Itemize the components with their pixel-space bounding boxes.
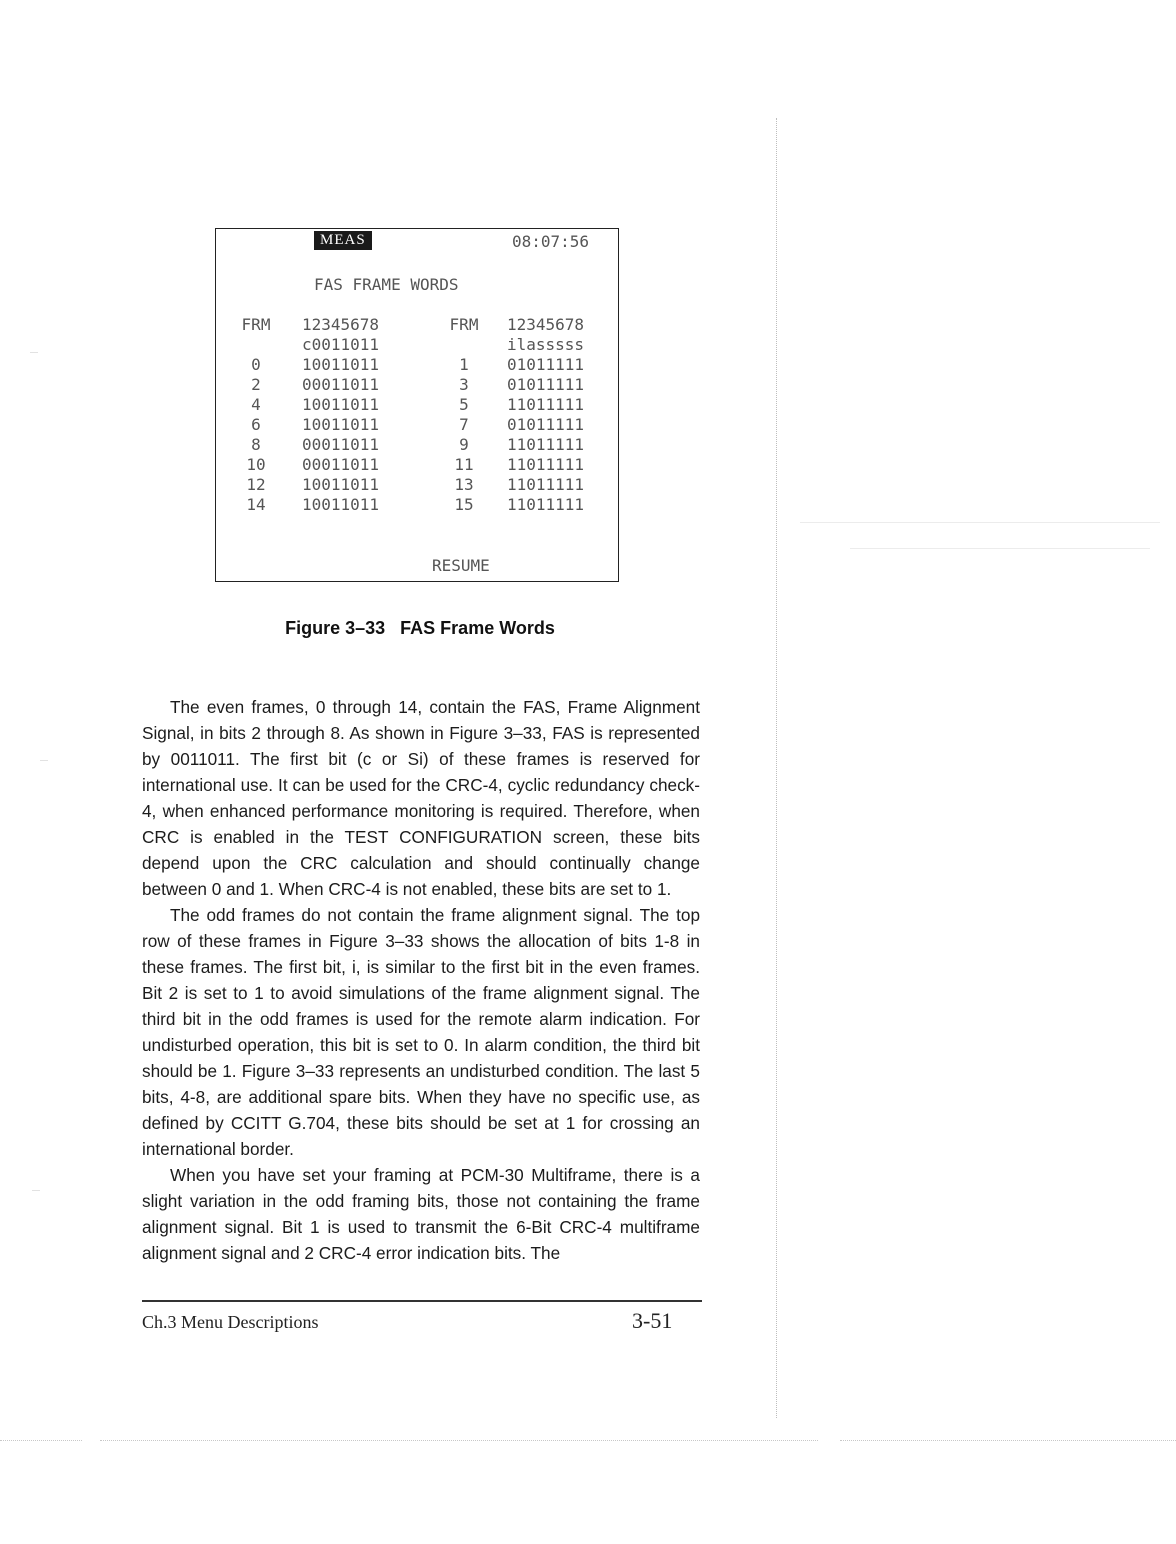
bits-header-left: 12345678 (302, 315, 380, 334)
screen-title: FAS FRAME WORDS (314, 275, 459, 294)
even-frame-bits: 00011011 (302, 455, 380, 474)
frame-words-table (216, 315, 620, 515)
scan-speck (800, 522, 1160, 523)
bits-header-right: 12345678 (507, 315, 585, 334)
table-row (216, 415, 620, 435)
odd-frame-bits: 01011111 (507, 375, 585, 394)
frm-header-right: FRM (449, 315, 479, 334)
bit-legend-row (216, 335, 620, 355)
odd-frame-bits: 11011111 (507, 435, 585, 454)
page-number: 3-51 (632, 1308, 673, 1333)
even-frame-number: 10 (246, 455, 266, 474)
even-frame-bits: 00011011 (302, 435, 380, 454)
footer-rule (142, 1300, 702, 1302)
odd-frame-number: 3 (459, 375, 469, 394)
resume-softkey[interactable]: RESUME (432, 556, 490, 575)
even-frame-bits: 10011011 (302, 415, 380, 434)
even-frame-number: 14 (246, 495, 266, 514)
even-frame-bits: 10011011 (302, 395, 380, 414)
table-header (216, 315, 620, 335)
frm-header-left: FRM (241, 315, 271, 334)
scan-speck (32, 1190, 40, 1191)
figure-number: Figure 3–33 (285, 618, 386, 638)
footer-section: Ch.3 Menu Descriptions (142, 1312, 319, 1332)
odd-frame-number: 1 (459, 355, 469, 374)
odd-frame-number: 13 (454, 475, 474, 494)
even-frame-number: 6 (251, 415, 261, 434)
table-row (216, 495, 620, 515)
even-frame-bits: 00011011 (302, 375, 380, 394)
even-frame-number: 4 (251, 395, 261, 414)
table-row (216, 355, 620, 375)
figure-title: FAS Frame Words (400, 618, 555, 638)
even-frame-number: 2 (251, 375, 261, 394)
figure-caption (0, 618, 840, 639)
table-row (216, 475, 620, 495)
bottom-dotted-line (0, 1440, 82, 1441)
paragraph: When you have set your framing at PCM-30 Multiframe, there is a slight variation in the odd framing bits, those not containing the frame alignment signal. Bit 1 is used to transmit the 6-Bit CRC-4 multiframe alignment signal and 2 CRC-4 error indication bits. The (142, 1165, 700, 1263)
table-row (216, 435, 620, 455)
bottom-dotted-line (100, 1440, 818, 1441)
meas-screen (215, 228, 619, 582)
odd-frame-bits: 11011111 (507, 475, 585, 494)
odd-frame-bits: 11011111 (507, 455, 585, 474)
odd-frame-bits: 11011111 (507, 395, 585, 414)
clock: 08:07:56 (512, 232, 590, 251)
bit-legend-right: ilasssss (507, 335, 585, 354)
scan-speck (40, 760, 48, 761)
paragraph: The even frames, 0 through 14, contain the FAS, Frame Alignment Signal, in bits 2 through 8. As shown in Figure 3–33, FAS is represented by 0011011. The first bit (c or Si) of these frames is reserved for international use. It can be used for the CRC-4, cyclic redundancy check-4, when enhanced performance monitoring is required. Therefore, when CRC is enabled in the TEST CONFIGURATION screen, these bits depend upon the CRC calculation and should continually change between 0 and 1. When CRC-4 is not enabled, these bits are set to 1. (142, 697, 700, 899)
even-frame-number: 12 (246, 475, 266, 494)
even-frame-number: 8 (251, 435, 261, 454)
odd-frame-bits: 01011111 (507, 415, 585, 434)
scan-speck (30, 352, 38, 353)
bottom-dotted-line (840, 1440, 1176, 1441)
odd-frame-bits: 11011111 (507, 495, 585, 514)
odd-frame-number: 5 (459, 395, 469, 414)
even-frame-bits: 10011011 (302, 495, 380, 514)
paragraph: The odd frames do not contain the frame alignment signal. The top row of these frames in Figure 3–33 shows the allocation of bits 1-8 in these frames. The first bit, i, is similar to the first bit in the even frames. Bit 2 is set to 1 to avoid simulations of the frame alignment signal. The third bit in the odd frames is used for the remote alarm indication. For undisturbed operation, this bit is set to 0. In alarm condition, the third bit should be 1. Figure 3–33 represents an undisturbed condition. The last 5 bits, 4-8, are additional spare bits. When they have no specific use, as defined by CCITT G.704, these bits should be set at 1 for crossing an international border. (142, 905, 700, 1159)
odd-frame-number: 7 (459, 415, 469, 434)
body-text (142, 694, 700, 1266)
table-row (216, 455, 620, 475)
odd-frame-number: 9 (459, 435, 469, 454)
scan-speck (850, 548, 1150, 549)
meas-tag[interactable]: MEAS (314, 231, 372, 250)
margin-line (776, 118, 777, 1418)
even-frame-bits: 10011011 (302, 355, 380, 374)
odd-frame-number: 15 (454, 495, 474, 514)
even-frame-bits: 10011011 (302, 475, 380, 494)
table-row (216, 395, 620, 415)
bit-legend-left: c0011011 (302, 335, 380, 354)
odd-frame-number: 11 (454, 455, 474, 474)
even-frame-number: 0 (251, 355, 261, 374)
odd-frame-bits: 01011111 (507, 355, 585, 374)
table-row (216, 375, 620, 395)
